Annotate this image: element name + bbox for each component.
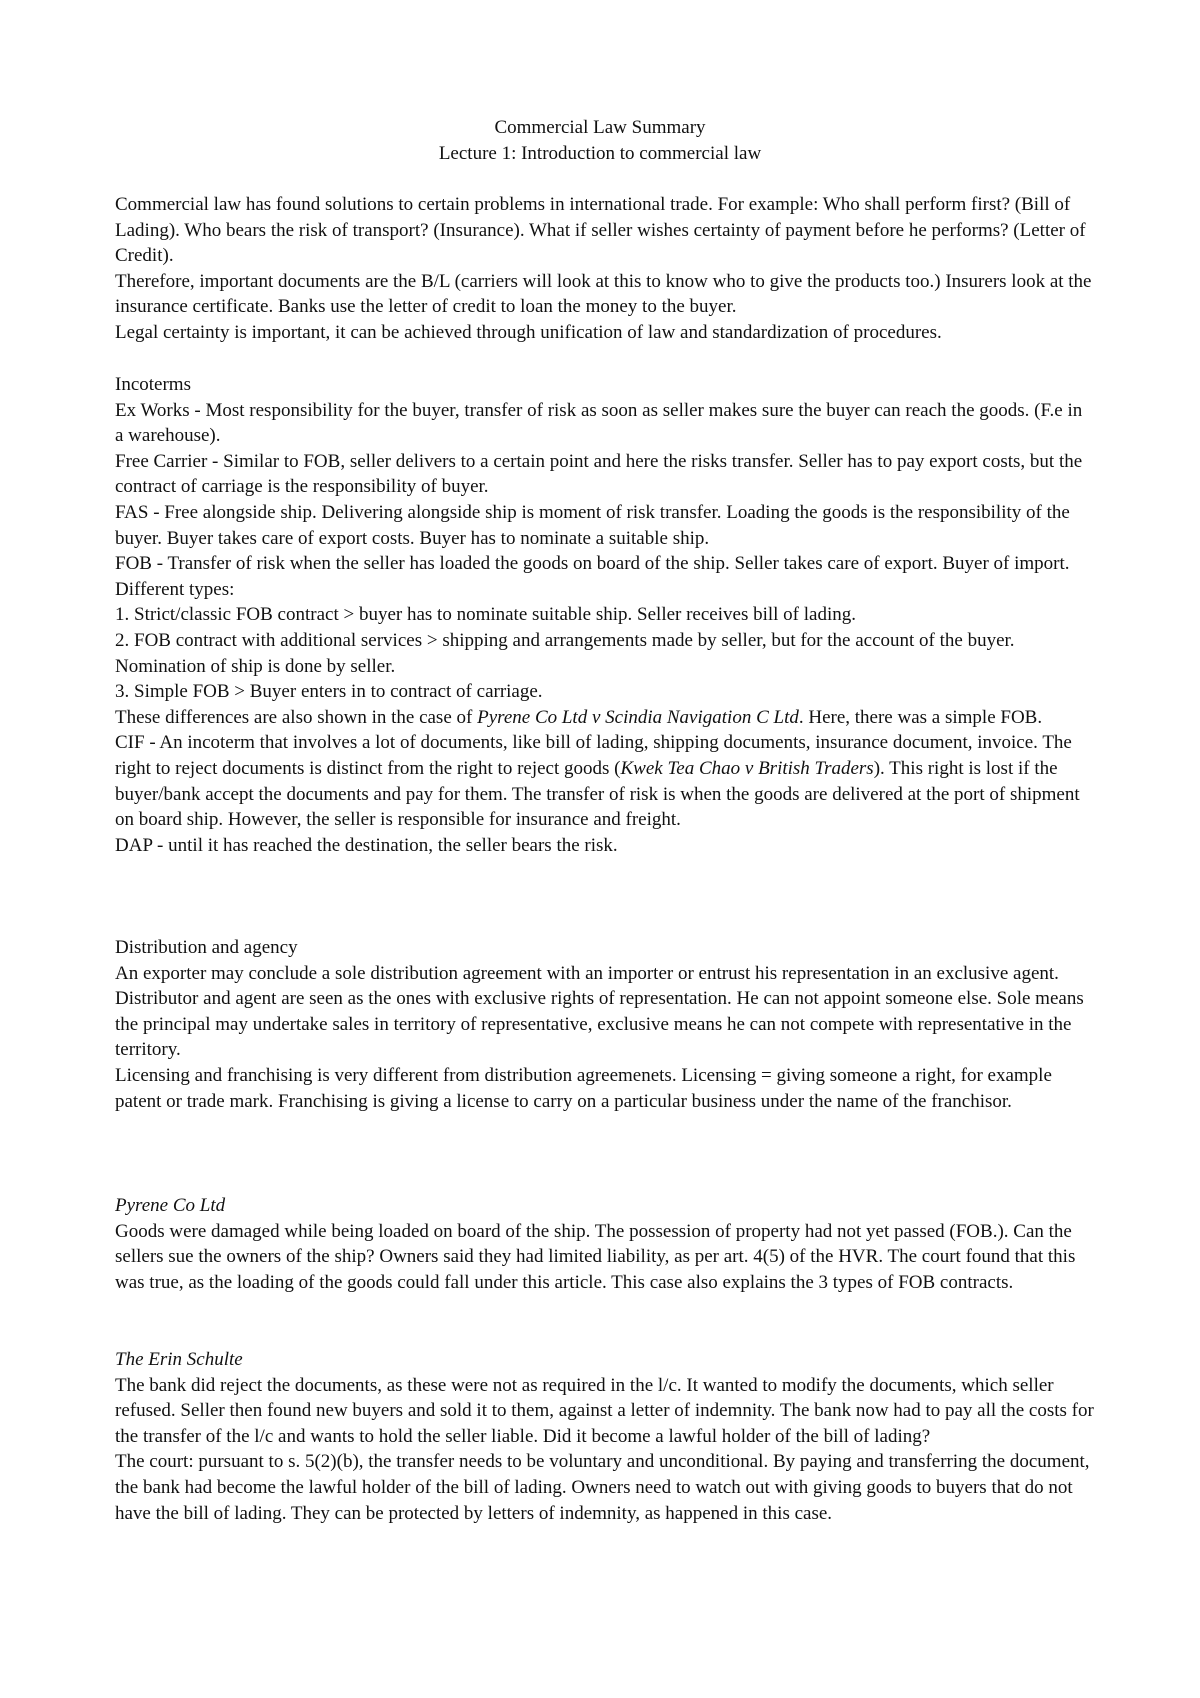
- fob-differences-text: These differences are also shown in the case of: [115, 706, 478, 728]
- document-title: Commercial Law Summary: [494, 117, 706, 138]
- incoterms-heading: Incoterms: [115, 374, 191, 395]
- case-erin-title: The Erin Schulte: [115, 1349, 243, 1370]
- distribution-paragraph-1: An exporter may conclude a sole distribution agreement with an importer or entrust his representation in an exclusive agent. Distributor and agent are seen as the ones with exclusive rights of representation. He can not appoint someone else. Sole means the principal may undertake sales in territory of representative, exclusive means he can not compete with representative in the territory.: [115, 962, 1084, 1061]
- case-reference-kwek: Kwek Tea Chao v British Traders: [620, 757, 874, 779]
- fob-type-2: 2. FOB contract with additional services > shipping and arrangements made by seller, but for the account of the buyer. Nomination of ship is done by seller.: [115, 629, 1015, 677]
- intro-paragraph-2: Therefore, important documents are the B/L (carriers will look at this to know who to give the products too.) Insurers look at the insurance certificate. Banks use the letter of credit to loan the money to the buyer.: [115, 270, 1092, 318]
- incoterm-dap: DAP - until it has reached the destination, the seller bears the risk.: [115, 834, 618, 856]
- fob-differences-tail: . Here, there was a simple FOB.: [798, 706, 1043, 728]
- fob-type-3: 3. Simple FOB > Buyer enters in to contract of carriage.: [115, 681, 543, 703]
- cif-text: CIF - An incoterm that involves a lot of documents, like bill of lading, shipping documents, insurance document, invoice. The right to reject documents is distinct from the right to reject goods (: [115, 732, 1072, 779]
- case-erin-paragraph-2: The court: pursuant to s. 5(2)(b), the transfer needs to be voluntary and unconditional. By paying and transferring the document, the bank had become the lawful holder of the bill of lading. Owners need to watch out with giving goods to buyers that do not have the bill of lading. They can be protected by letters of indemnity, as happened in this case.: [115, 1451, 1090, 1524]
- incoterm-fca: Free Carrier - Similar to FOB, seller delivers to a certain point and here the risks transfer. Seller has to pay export costs, but the contract of carriage is the responsibility of buyer.: [115, 450, 1083, 498]
- cif-tail: ). This right is lost if the buyer/bank accept the documents and pay for them. The transfer of risk is when the goods are delivered at the port of shipment on board ship. However, the seller is responsible for insurance and freight.: [115, 757, 1080, 831]
- distribution-heading: Distribution and agency: [115, 937, 298, 958]
- intro-section: [115, 192, 1095, 346]
- fob-type-1: 1. Strict/classic FOB contract > buyer has to nominate suitable ship. Seller receives bill of lading.: [115, 604, 856, 626]
- case-reference-pyrene: Pyrene Co Ltd v Scindia Navigation C Ltd: [477, 706, 799, 728]
- case-pyrene-title: Pyrene Co Ltd: [115, 1195, 226, 1216]
- incoterm-fas: FAS - Free alongside ship. Delivering alongside ship is moment of risk transfer. Loading the goods is the responsibility of the buyer. Buyer takes care of export costs. Buyer has to nominate a suitable ship.: [115, 501, 1070, 549]
- distribution-section: [115, 935, 1095, 1114]
- case-pyrene-paragraph: Goods were damaged while being loaded on board of the ship. The possession of property had not yet passed (FOB.). Can the sellers sue the owners of the ship? Owners said they had limited liability, as per art. 4(5) of the HVR. The court found that this was true, as the loading of the goods could fall under this article. This case also explains the 3 types of FOB contracts.: [115, 1220, 1076, 1293]
- document-header: [0, 115, 1200, 166]
- case-erin-paragraph-1: The bank did reject the documents, as these were not as required in the l/c. It wanted to modify the documents, which seller refused. Seller then found new buyers and sold it to them, against a letter of indemnity. The bank now had to pay all the costs for the transfer of the l/c and wants to hold the seller liable. Did it become a lawful holder of the bill of lading?: [115, 1374, 1094, 1447]
- incoterm-cif: [115, 730, 1095, 832]
- intro-paragraph-1: Commercial law has found solutions to certain problems in international trade. For example: Who shall perform first? (Bill of Lading). Who bears the risk of transport? (Insurance). What if seller wishes certainty of payment before he performs? (Letter of Credit).: [115, 194, 1086, 267]
- incoterm-exworks: Ex Works - Most responsibility for the buyer, transfer of risk as soon as seller makes sure the buyer can reach the goods. (F.e in a warehouse).: [115, 399, 1083, 447]
- case-erin-section: [115, 1347, 1095, 1526]
- document-subtitle: Lecture 1: Introduction to commercial law: [438, 142, 762, 164]
- incoterm-fob: FOB - Transfer of risk when the seller has loaded the goods on board of the ship. Seller takes care of export. Buyer of import. Different types:: [115, 553, 1070, 600]
- distribution-paragraph-2: Licensing and franchising is very different from distribution agreemenets. Licensing = giving someone a right, for example patent or trade mark. Franchising is giving a license to carry on a particular business under the name of the franchisor.: [115, 1064, 1052, 1112]
- intro-paragraph-3: Legal certainty is important, it can be achieved through unification of law and standardization of procedures.: [115, 321, 942, 343]
- fob-differences: [115, 705, 1095, 731]
- case-pyrene-section: [115, 1193, 1095, 1295]
- incoterms-section: [115, 372, 1095, 858]
